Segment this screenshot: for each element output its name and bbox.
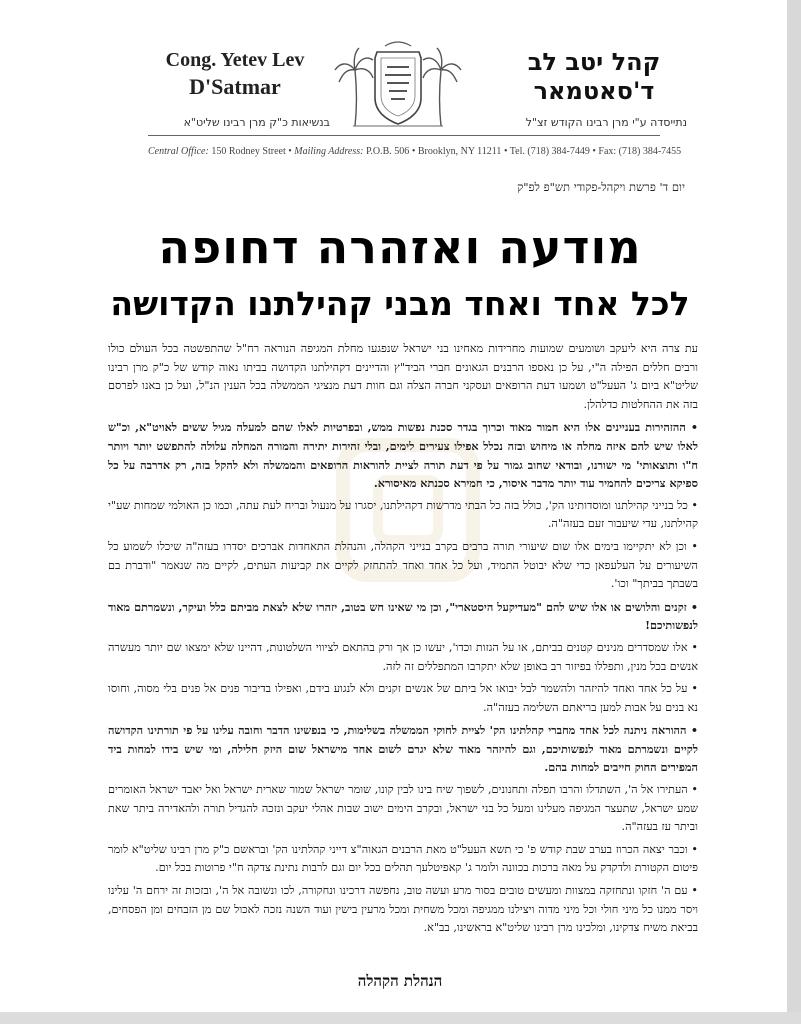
page-edge-bottom [0,1012,801,1024]
hebrew-name-line1: קהל יטב לב [527,48,661,76]
paragraph-torah-classes: • וכן לא יתקיימו בימים אלו שום שיעורי תורה ברבים בקרב בנייני הקהלה, והנהלת התאחדות אברכים יסדרו בעזה"ה שיכלו לשמוע כל השיעורים על העלעפאן כדי שלא יבוטל התמיד, ועל כל אחד ואחד להתחזק לקיים את קביעות העתים, לקיים מה שנאמר "ודברת בם בשבתך בביתך" וכו'. [108,539,698,591]
paragraph-obey-government: • ההוראה ניתנה לכל אחד מחברי קהלתינו הק' לציית לחוקי הממשלה בשלימות, כי בנפשינו הדבר וחובה עלינו על פי תורתינו הקדושה לקיים ונשמרתם מאוד לנפשותיכם, וגם להיזהר מאוד שלא יגרם לשום אחד מישראל שום היזק חלילה, ומי שיש בידו למחות ביד המפירים החוק חייבים למחות בהם. [108,723,698,775]
page-edge-right [787,0,801,1024]
english-name-line1: Cong. Yetev Lev [165,49,305,71]
notice-body [108,340,698,942]
hebrew-name-line2: ד'סאטמאר [533,77,655,105]
mailing-address-value: P.O.B. 506 [365,146,410,157]
paragraph-proclamation: • וכבר יצאה הכרוז בערב שבת קודש פ' כי תשא העעל"ט מאת הרבנים הגאוה"צ דייני קהלתינו הק' ובראשם כ"ק מרן רבינו שליט"א לומר פיטום הקטורת ולדקדק על מאה ברכות בכוונה ולומר ג' קאפיטלעך תהלים בכל יום וגם לרבות נתינת צדקה ח"י פרוטות בכל יום. [108,842,698,875]
letterhead-address-line: Central Office: 150 Rodney Street • Mailing Address: P.O.B. 506 • Brooklyn, NY 11211 • Tel. (718) 384-7449 • Fax: (718) 384-7455 [148,146,682,157]
paragraph-intro: עת צרה היא ליעקב ושומעים שמועות מחרידות מאחינו בני ישראל שנפגעו מחלת המגיפה הנוראה רח"ל שהתפשטה בכל העולם כולו ורבים חללים הפילה ה"י, על כן נאספו הרבנים הגאונים חברי הביד"ץ והדיינים דקהילתנו הקדושה בביתו נאוה קודש של כ"ק מרן רבינו שליט"א ביום ג' העעל"ט ושמעו דעת הרופאים ועסקני חברה הצלה וגם חוות דעת מנציגי הממשלה בכל הענין הנ"ל, ועל כן באנו לפרסם בזה את ההחלטות כדלהלן. [108,342,698,411]
paragraph-elderly-stay-home: • זקנים והלושים או אלו שיש להם "מעדיקעל היסטארי", וכן מי שאינו חש בטוב, יזהרו שלא לצאת מביתם כלל ועיקר, ונשמרתם מאוד לנפשותיכם! [108,599,698,633]
letterhead-divider [148,135,660,136]
signature: הנהלת הקהלה [357,972,443,990]
paragraph-small-minyanim: • אלו שמסדרים מנינים קטנים בביתם, או על הגזות וכדו', יעשו כן אך ורק בהתאם לציווי השלטונות, דהיינו שלא ימצאו שם יותר מעשרה אנשים בכל מנין, ותפללו בפיזור רב באופן שלא יתקרבו המתפללים זה לזה. [108,640,698,673]
fax: Fax: (718) 384-7455 [598,146,682,157]
telephone: Tel. (718) 384-7449 [509,146,590,157]
paragraph-danger-warning: • ההזהירות בעניינים אלו היא חמור מאוד וכרוך בגדר סכנת נפשות ממש, ובפרטיות לאלו שהם למעלה מגיל ששים לאויט"א, וכ"ש לאלו שיש להם איזה מחלה או מיחוש ובזה נכלל אפילו צעירים לימים, ובלי זהירות יתירה והמורה המחלה עלולה להתפשט יותר ויותר ח"ו ותוצאותי' מי ישורנו, ובודאי שחוב גמור על פי דעת תורה לציית להוראות הרופאים והממשלה ולא להקל בזה, רק אדרבה על כל ספיקא צריכים להחמיר עוד יותר מדבר איסור, כי חמירא סכנתא מאיסורא. [108,420,698,491]
letterhead-english-name [150,48,320,102]
english-name-line2: D'Satmar [189,74,281,99]
letterhead-founded-line: נתייסדה ע"י מרן רבינו הקודש זצ"ל [525,116,687,129]
paragraph-closing: • עם ה' חזקו ונתחזקה במצוות ומעשים טובים בסור מרע ועשה טוב, נחפשה דרכינו ונחקורה, לכו ונשובה אל ה', ובזכות זה ירחם ה' עלינו ויסר ממנו כל מיני חולי וכל מיני מדוה ויצילנו ממגיפה ומכל משחית ומכל מרעין בישין ועוד השנה נזכה לאכול שם מן הזבחים ומן הפסחים, בביאת משיח צדקינו, ומלכינו מרן רבינו שליט"א בראשינו, בב"א. [108,884,698,935]
central-office-label: Central Office: [148,146,209,157]
paragraph-buildings-closed: • כל בנייני קהילתנו ומוסדותינו הק', כולל בזה כל הבתי מדרשות דקהילתנו, יסגרו על מנעול ובריח לעת עתה, וכמו כן האולמי שמחות שע"י קהילתנו, עדי שיעבור זעם בעזה"ה. [108,498,698,531]
letterhead-presidency-line: בנשיאות כ"ק מרן רבינו שליט"א [183,116,330,129]
paragraph-protect-elderly: • על כל אחד ואחד להיזהר ולהשמר לבל יבואו אל ביתם של אנשים זקנים ולא לנגוע בידם, ואפילו בדיבור פנים אל פנים בלי מסוה, וחוסו נא בנים על אבות למען בריאתם השלימה בעזה"ה. [108,682,698,714]
mailing-address-label: Mailing Address: [294,146,364,157]
letterhead-hebrew-name [499,48,689,106]
date-line: יום ד' פרשת ויקהל-פקודי תש"פ לפ"ק [517,180,685,194]
paragraph-prayer: • העתירו אל ה', השתדלו והרבו תפלה ותחנונים, לשפוך שיח בינו לבין קונו, שומר ישראל שמור שארית ישראל ואל יאבד ישראל האומרים שמע ישראל, שתעצר המגיפה מעלינו ומעל כל בני ישראל, ובקרב הימים ישוב שבות אהלי יעקב ונזכה להגדיל תורה ולהאדירה ביתר שאת וביתר עז בעזה"ה. [108,783,698,834]
city-line: Brooklyn, NY 11211 [417,146,502,157]
congregation-emblem-logo [333,38,463,130]
central-office-value: 150 Rodney Street [211,146,286,157]
page-title: מודעה ואזהרה דחופה [158,220,642,274]
page-subtitle: לכל אחד ואחד מבני קהילתנו הקדושה [110,284,690,323]
